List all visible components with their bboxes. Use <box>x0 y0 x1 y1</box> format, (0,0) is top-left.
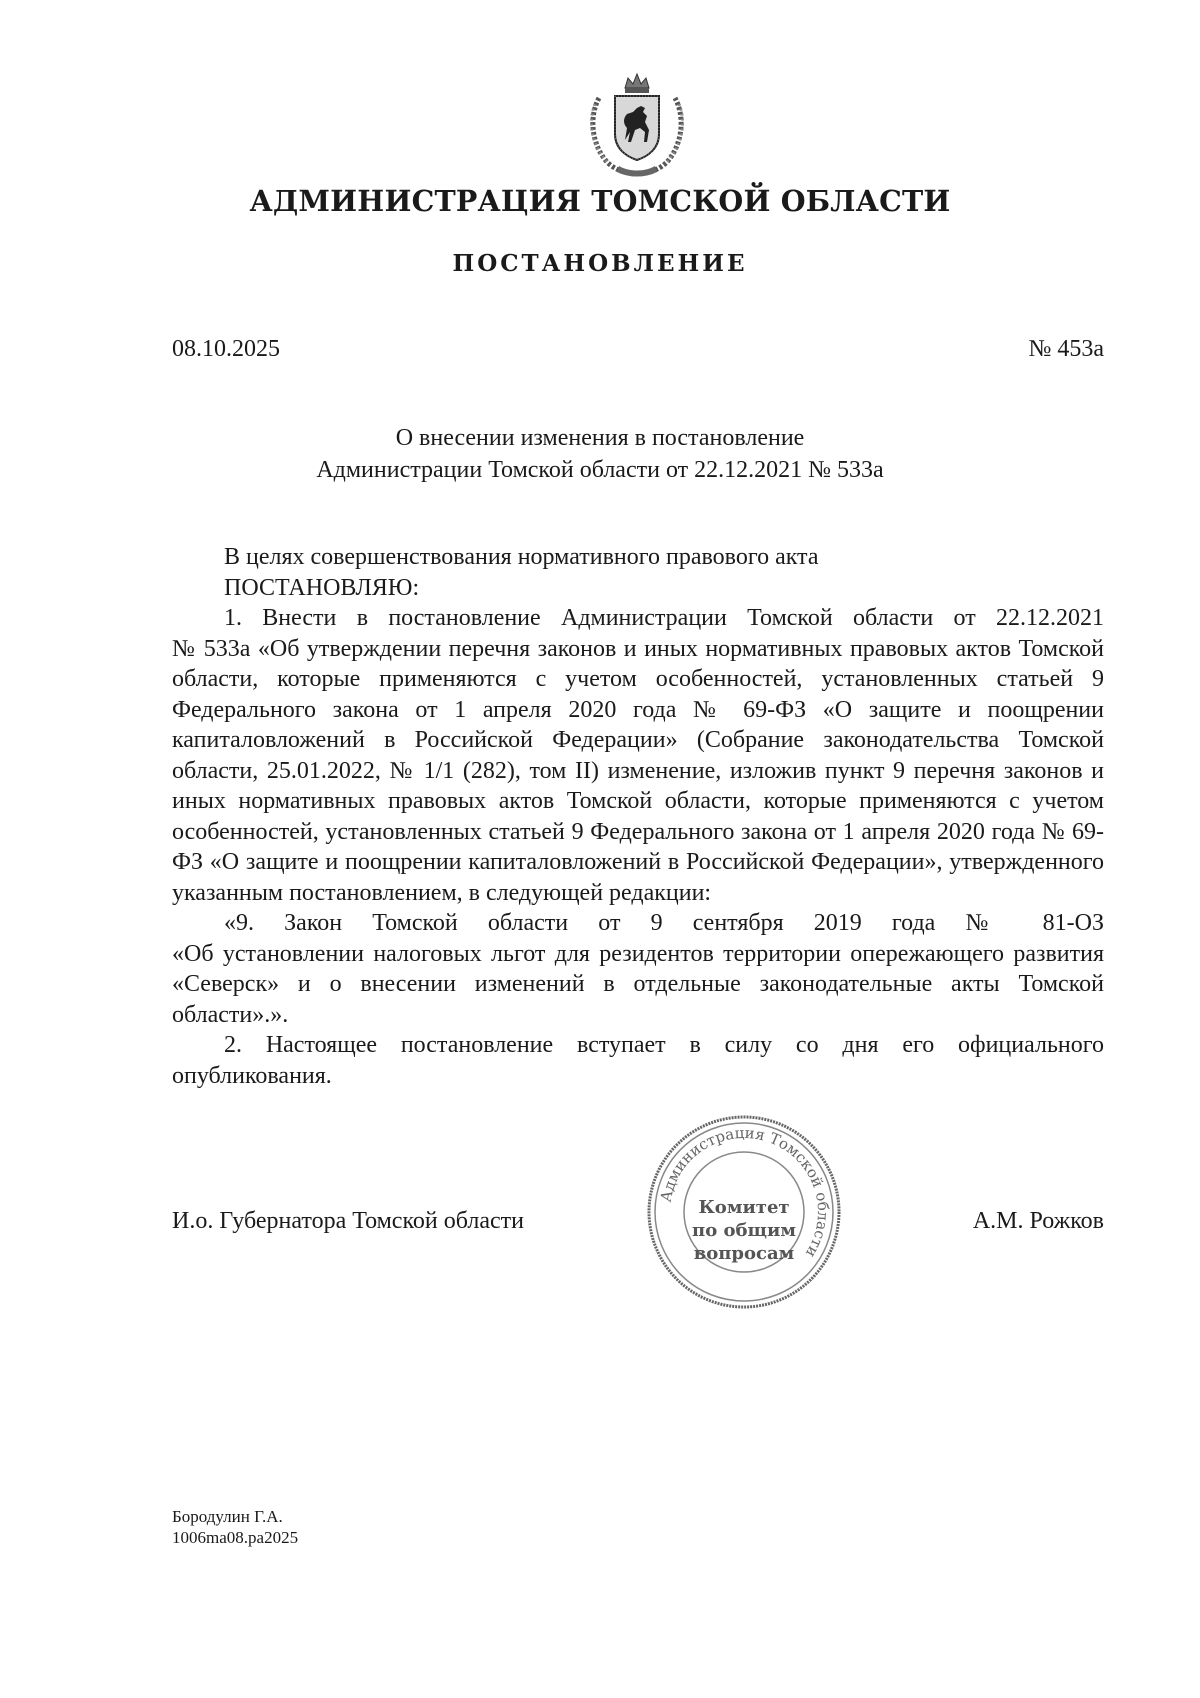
stamp-center-text <box>646 1196 842 1265</box>
item-1-first-line: 1. Внести в постановление Администрации Томской области от 22.12.2021 <box>224 605 1104 631</box>
document-subject <box>0 422 1200 486</box>
footer-executor <box>172 1506 298 1548</box>
stamp-ring-text: Администрация Томской области <box>656 1123 833 1261</box>
signatory-role: И.о. Губернатора Томской области <box>172 1208 524 1234</box>
subject-line-2: Администрации Томской области от 22.12.2021 № 533а <box>316 457 884 483</box>
signatory-name: А.М. Рожков <box>972 1208 1104 1234</box>
resolve-word: ПОСТАНОВЛЯЮ: <box>224 574 420 601</box>
coat-of-arms-icon <box>585 68 689 178</box>
document-type: ПОСТАНОВЛЕНИЕ <box>452 250 748 277</box>
item-1-text: № 533а «Об утверждении перечня законов и иных нормативных правовых актов Томской области, которые применяются с учетом особенностей, установленных статьей 9 Федерального закона от 1 апреля 2020 года № 69-ФЗ «О защите и поощрении капиталовложений в Российской Федерации» (Собрание законодательства Томской области, 25.01.2022, № 1/1 (282), том II) изменение, изложив пункт 9 перечня законов и иных нормативных правовых актов Томской области, которые применяются с учетом особенностей, установленных статьей 9 Федерального закона от 1 апреля 2020 года № 69-ФЗ «О защите и поощрении капиталовложений в Российской Федерации», утвержденного указанным постановлением, в следующей редакции: <box>172 635 1104 906</box>
stamp-line-1: Комитет <box>698 1197 790 1218</box>
quote-text: «Об установлении налоговых льгот для резидентов территории опережающего развития «Северск» и о внесении изменений в отдельные законодательные акты Томской области».». <box>172 940 1104 1028</box>
stamp-line-2: по общим <box>692 1220 796 1241</box>
document-date: 08.10.2025 <box>172 336 280 362</box>
subject-line-1: О внесении изменения в постановление <box>395 425 805 451</box>
stamp-line-3: вопросам <box>693 1243 795 1264</box>
item-2-text: опубликования. <box>172 1062 332 1089</box>
preamble: В целях совершенствования нормативного правового акта <box>224 544 819 570</box>
quote-first-line: «9. Закон Томской области от 9 сентября 2019 года № 81-ОЗ <box>224 910 1104 936</box>
item-2-first-line: 2. Настоящее постановление вступает в силу со дня его официального <box>224 1032 1104 1058</box>
document-body <box>172 542 1104 1091</box>
organization-title: АДМИНИСТРАЦИЯ ТОМСКОЙ ОБЛАСТИ <box>249 184 951 218</box>
document-code: 1006ma08.pa2025 <box>172 1528 299 1547</box>
document-number: № 453а <box>1028 336 1104 362</box>
executor-name: Бородулин Г.А. <box>172 1507 283 1526</box>
official-stamp <box>646 1114 842 1310</box>
